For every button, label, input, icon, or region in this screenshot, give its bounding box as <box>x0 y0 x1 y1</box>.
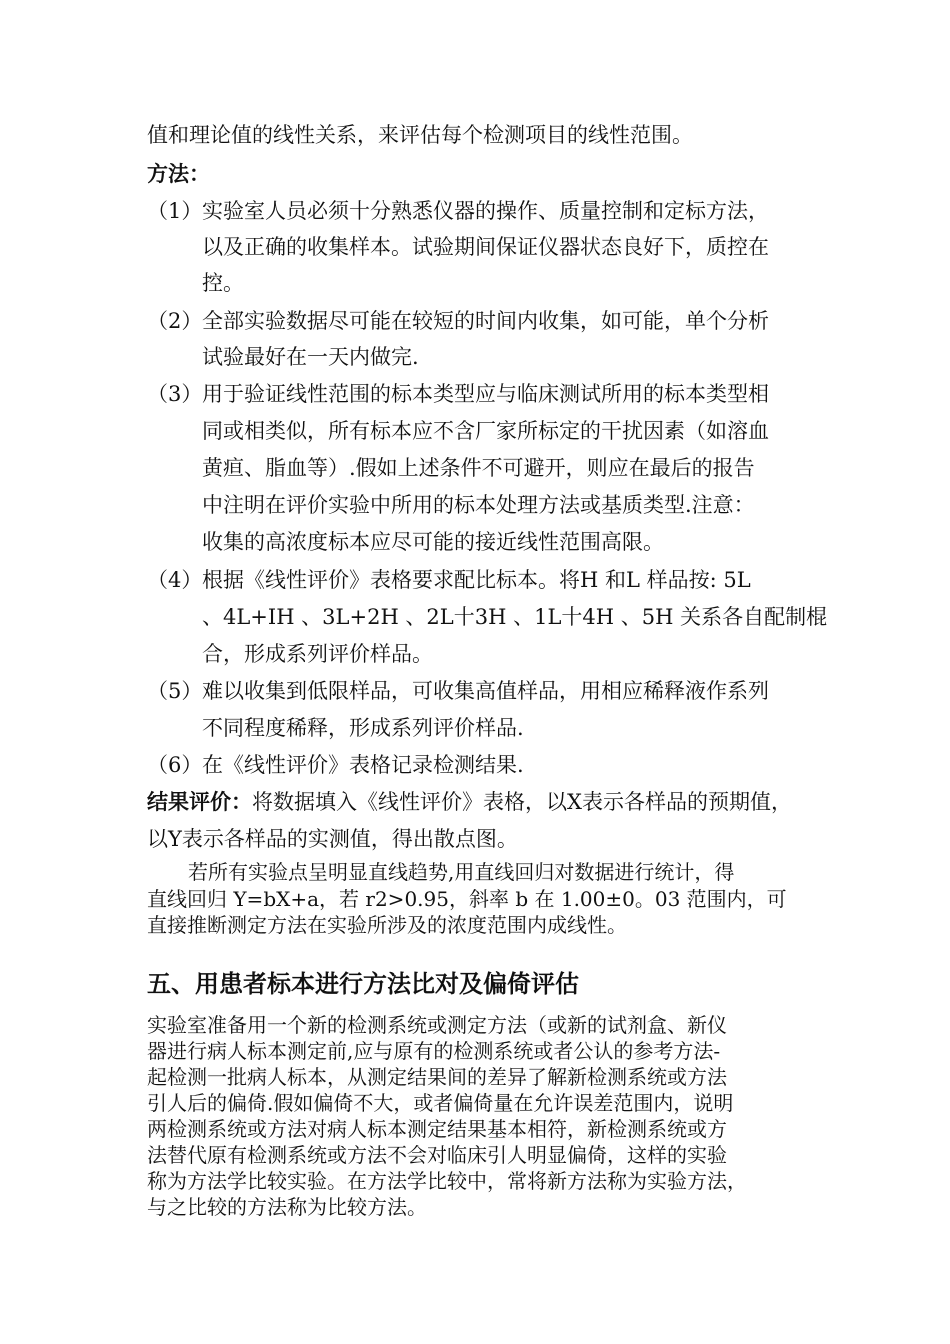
result-label: 结果评价： <box>147 790 252 814</box>
section-heading: 五、用患者标本进行方法比对及偏倚评估 <box>147 970 579 998</box>
step-text-line: 不同程度稀释，形成系列评价样品. <box>202 716 524 740</box>
step-number: （6） <box>147 753 203 777</box>
section-body-line: 引人后的偏倚.假如偏倚不大，或者偏倚量在允许误差范围内，说明 <box>147 1091 734 1115</box>
result-text: 将数据填入《线性评价》表格，以X表示各样品的预期值， <box>252 790 792 814</box>
step-text-line: 中注明在评价实验中所用的标本处理方法或基质类型.注意： <box>202 493 755 517</box>
section-body-line: 实验室准备用一个新的检测系统或测定方法（或新的试剂盒、新仪 <box>147 1013 727 1037</box>
step-text-line: 控。 <box>202 271 244 295</box>
paragraph-line: 直线回归 Y=bX+a，若 r2>0.95，斜率 b 在 1.00±0。03 范围内，可 <box>147 887 787 911</box>
step-number: （2） <box>147 309 203 333</box>
step-text-line: 、4L+IH 、3L+2H 、2L十3H 、1L十4H 、5H 关系各自配制棍 <box>202 605 828 629</box>
step-text-line: 全部实验数据尽可能在较短的时间内收集，如可能，单个分析 <box>202 309 769 333</box>
step-number: （1） <box>147 199 203 223</box>
section-body-line: 称为方法学比较实验。在方法学比较中，常将新方法称为实验方法， <box>147 1169 747 1193</box>
step-text-line: 试验最好在一天内做完. <box>202 345 419 369</box>
step-text-line: 同或相类似，所有标本应不含厂家所标定的干扰因素（如溶血 <box>202 419 769 443</box>
intro-line: 值和理论值的线性关系，来评估每个检测项目的线性范围。 <box>147 123 693 147</box>
paragraph-line: 若所有实验点呈明显直线趋势,用直线回归对数据进行统计，得 <box>188 860 735 884</box>
step-text-line: 合，形成系列评价样品。 <box>202 642 433 666</box>
result-line <box>147 788 792 816</box>
method-label: 方法： <box>147 162 210 186</box>
paragraph-line: 直接推断测定方法在实验所涉及的浓度范围内成线性。 <box>147 913 627 937</box>
step-text-line: 用于验证线性范围的标本类型应与临床测试所用的标本类型相 <box>202 382 769 406</box>
section-body-line: 器进行病人标本测定前,应与原有的检测系统或者公认的参考方法- <box>147 1039 721 1063</box>
step-text-line: 难以收集到低限样品，可收集高值样品，用相应稀释液作系列 <box>202 679 769 703</box>
step-number: （5） <box>147 679 203 703</box>
result-line-2: 以Y表示各样品的实测值，得出散点图。 <box>147 827 518 851</box>
section-body-line: 与之比较的方法称为比较方法。 <box>147 1195 427 1219</box>
step-number: （4） <box>147 568 203 592</box>
section-body-line: 起检测一批病人标本，从测定结果间的差异了解新检测系统或方法 <box>147 1065 727 1089</box>
step-text-line: 以及正确的收集样本。试验期间保证仪器状态良好下，质控在 <box>202 235 769 259</box>
step-text-line: 根据《线性评价》表格要求配比标本。将H 和L 样品按: 5L <box>202 568 751 592</box>
step-text-line: 在《线性评价》表格记录检测结果. <box>202 753 524 777</box>
section-body-line: 法替代原有检测系统或方法不会对临床引人明显偏倚，这样的实验 <box>147 1143 727 1167</box>
section-body-line: 两检测系统或方法对病人标本测定结果基本相符，新检测系统或方 <box>147 1117 727 1141</box>
step-text-line: 实验室人员必须十分熟悉仪器的操作、质量控制和定标方法， <box>202 199 769 223</box>
step-text-line: 黄疸、脂血等）.假如上述条件不可避开，则应在最后的报告 <box>202 456 755 480</box>
step-text-line: 收集的高浓度标本应尽可能的接近线性范围高限。 <box>202 530 664 554</box>
step-number: （3） <box>147 382 203 406</box>
